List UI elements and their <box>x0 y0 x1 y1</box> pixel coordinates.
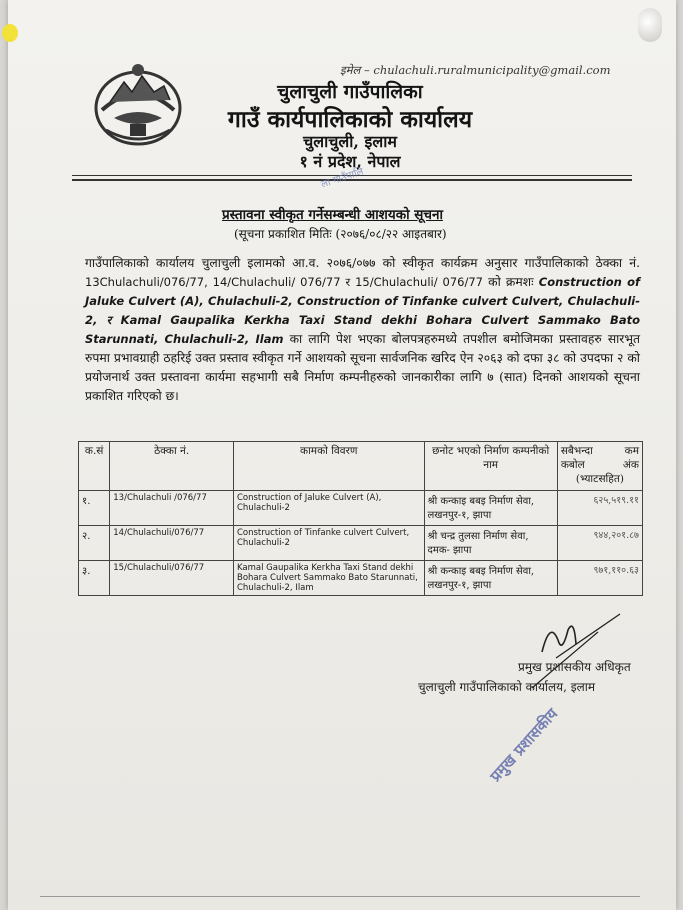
office-stamp: ला गाउँपालि <box>319 166 365 191</box>
yellow-pin-icon <box>2 24 18 42</box>
signatory-office: चुलाचुली गाउँपालिकाको कार्यालय, इलाम <box>418 680 596 694</box>
header-desc: कामको विवरण <box>233 442 424 491</box>
email-line: इमेल – chulachuli.ruralmunicipality@gmail.com <box>340 63 611 77</box>
table-row <box>79 491 643 526</box>
body-contracts: 13Chulachuli/076/77, 14/Chulachuli/ 076/77 र 15/Chulachuli/ 076/77 <box>85 275 483 289</box>
body-part-2: को क्रमशः <box>488 275 534 289</box>
body-part-1: गाउँपालिकाको कार्यालय चुलाचुली इलामको आ.व. २०७६/०७७ को स्वीकृत कार्यक्रम अनुसार गाउँपालिकाको ठेक्का नं. <box>85 256 640 270</box>
header-contract: ठेक्का नं. <box>110 442 234 491</box>
row-contract: 15/Chulachuli/076/77 <box>110 561 234 596</box>
row-sn: १. <box>79 491 110 526</box>
header-sn: क.सं <box>79 442 110 491</box>
header-amount <box>557 442 642 491</box>
row-sn: २. <box>79 526 110 561</box>
table-row <box>79 561 643 596</box>
officer-stamp: प्रमुख प्रशासकीय <box>486 704 562 786</box>
header-amount-e: (भ्याटसहित) <box>575 473 624 485</box>
row-contract: 13/Chulachuli /076/77 <box>110 491 234 526</box>
header-amount-b: कम <box>624 445 639 457</box>
header-amount-c: कबोल <box>560 459 585 471</box>
notice-body <box>85 254 640 406</box>
row-contract: 14/Chulachuli/076/77 <box>110 526 234 561</box>
signature-icon <box>512 600 632 690</box>
notice-subtitle: (सूचना प्रकाशित मितिः (२०७६/०८/२२ आइतबार) <box>234 227 447 241</box>
body-works: Construction of Jaluke Culvert (A), Chulachuli-2, Construction of Tinfanke culvert Culvert, Chulachuli-2, र Kamal Gaupalika Kerkha Taxi Stand dekhi Bohara Culvert Sammako Bato Starunnati, Chulachuli-2, Ilam <box>85 275 640 346</box>
row-desc: Construction of Jaluke Culvert (A), Chulachuli-2 <box>233 491 424 526</box>
header-company: छनोट भएको निर्माण कम्पनीको नाम <box>424 442 557 491</box>
office-location: चुलाचुली, इलाम <box>303 132 397 151</box>
header-amount-d: अंक <box>622 459 639 471</box>
notice-title: प्रस्तावना स्वीकृत गर्नेसम्बन्धी आशयको सूचना <box>222 207 443 223</box>
row-amount: ९७१,११०.६३ <box>557 561 642 596</box>
table-header-row <box>79 442 643 491</box>
row-company: श्री कन्काइ बबइ निर्माण सेवा, लखनपुर-१, झापा <box>424 561 557 596</box>
row-desc: Construction of Tinfanke culvert Culvert, Chulachuli-2 <box>233 526 424 561</box>
row-company: श्री कन्काइ बबइ निर्माण सेवा, लखनपुर-१, झापा <box>424 491 557 526</box>
white-pin-icon <box>638 8 662 42</box>
row-desc: Kamal Gaupalika Kerkha Taxi Stand dekhi Bohara Culvert Sammako Bato Starunnati, Chulachuli-2, Ilam <box>233 561 424 596</box>
award-table <box>78 441 643 596</box>
signatory-title: प्रमुख प्रशासकीय अधिकृत <box>518 660 631 674</box>
row-amount: ९४४,२०१.८७ <box>557 526 642 561</box>
row-sn: ३. <box>79 561 110 596</box>
body-part-3: का लागि पेश भएका बोलपत्रहरुमध्ये तपशील बमोजिमका प्रस्तावहरु सारभूत रुपमा प्रभावग्राही ठहरिई उक्त प्रस्ताव स्वीकृत गर्ने आशयको सूचना सार्वजनिक खरिद ऐन २०६३ को दफा ३८ को उपदफा २ को प्रयोजनार्थ उक्त प्रस्तावना कार्यमा सहभागी सबै निर्माण कम्पनीहरुको जानकारीका लागि ७ (सात) दिनको आशयको सूचना प्रकाशित गरिएको छ। <box>85 332 640 403</box>
table-row <box>79 526 643 561</box>
row-amount: ६२५,५१९.११ <box>557 491 642 526</box>
office-name: गाउँ कार्यपालिकाको कार्यालय <box>227 106 473 133</box>
province-name: १ नं प्रदेश, नेपाल <box>299 152 401 171</box>
header-amount-a: सबैभन्दा <box>560 445 593 457</box>
municipality-name: चुलाचुली गाउँपालिका <box>277 81 423 103</box>
bottom-rule <box>40 896 640 897</box>
row-company: श्री चन्द्र तुलसा निर्माण सेवा, दमक- झापा <box>424 526 557 561</box>
